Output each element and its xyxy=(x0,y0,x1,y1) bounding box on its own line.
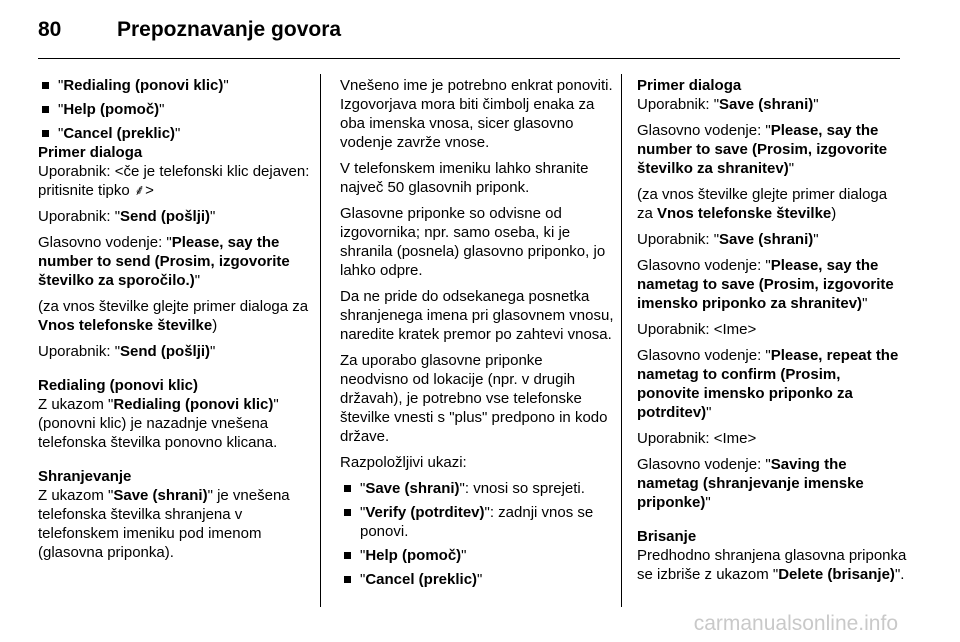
paragraph: Uporabnik: "Save (shrani)" xyxy=(637,96,819,113)
paragraph: Za uporabo glasovne priponke neodvisno od lokacije (npr. v drugih državah), je potrebno vse telefonske številke vnesti s "plus" predpono in kodo države. xyxy=(340,352,608,445)
watermark: carmanualsonline.info xyxy=(693,612,898,635)
command-label: Cancel (preklic) xyxy=(63,125,176,142)
header-rule xyxy=(38,58,900,59)
bullet-square-icon xyxy=(344,485,351,492)
paragraph: Uporabnik: "Send (pošlji)" xyxy=(38,208,216,225)
paragraph: Z ukazom "Redialing (ponovi klic)" (ponovni klic) je nazadnje vnešena telefonska številka ponovno klicana. xyxy=(38,396,279,451)
paragraph: Z ukazom "Save (shrani)" je vnešena telefonska številka shranjena v telefonskem imeniku pod imenom (glasovna priponka). xyxy=(38,487,290,561)
paragraph: Uporabnik: <če je telefonski klic dejaven: pritisnite tipko ⸙> xyxy=(38,163,310,199)
column-middle xyxy=(340,76,614,594)
paragraph: Uporabnik: "Save (shrani)" xyxy=(637,231,819,248)
bullet-square-icon xyxy=(42,130,49,137)
command-label: Help (pomoč) xyxy=(63,101,160,118)
list-item: "Help (pomoč)" xyxy=(340,546,614,565)
paragraph: V telefonskem imeniku lahko shranite največ 50 glasovnih priponk. xyxy=(340,160,589,196)
paragraph: Glasovno vodenje: "Please, say the number to save (Prosim, izgovorite številko za shranitev)" xyxy=(637,122,888,177)
page-number: 80 xyxy=(38,18,62,41)
paragraph: Glasovno vodenje: "Please, say the nametag to save (Prosim, izgovorite imensko priponko za shranitev)" xyxy=(637,257,894,312)
list-item: "Cancel (preklic)" xyxy=(340,570,614,589)
section-heading: Primer dialoga xyxy=(637,77,742,94)
paragraph: Glasovno vodenje: "Saving the nametag (shranjevanje imenske priponke)" xyxy=(637,456,864,511)
section-heading: Redialing (ponovi klic) xyxy=(38,377,199,394)
page-title: Prepoznavanje govora xyxy=(117,18,342,41)
bullet-square-icon xyxy=(344,509,351,516)
list-item: "Help (pomoč)" xyxy=(38,100,310,119)
paragraph: Uporabnik: <Ime> xyxy=(637,430,757,447)
list-item: "Save (shrani)": vnosi so sprejeti. xyxy=(340,479,614,498)
section-heading: Primer dialoga xyxy=(38,144,143,161)
paragraph: Vnešeno ime je potrebno enkrat ponoviti. Izgovorjava mora biti čimbolj enaka za oba imenska vnosa, sicer glasovno vodenje zavrže vnose. xyxy=(340,77,613,151)
bullet-square-icon xyxy=(42,82,49,89)
paragraph: Uporabnik: <Ime> xyxy=(637,321,757,338)
paragraph: Uporabnik: "Send (pošlji)" xyxy=(38,343,216,360)
column-divider xyxy=(320,74,321,607)
column-right xyxy=(637,76,907,591)
command-label: Redialing (ponovi klic) xyxy=(63,77,224,94)
paragraph: Glasovne priponke so odvisne od izgovornika; npr. samo oseba, ki je shranila (posnela) glasovno priponko, jo lahko odpre. xyxy=(340,205,606,279)
list-item: "Verify (potrditev)": zadnji vnos se ponovi. xyxy=(340,503,614,541)
bullet-square-icon xyxy=(42,106,49,113)
section-heading: Brisanje xyxy=(637,528,697,545)
paragraph: (za vnos številke glejte primer dialoga za Vnos telefonske številke) xyxy=(38,298,309,334)
phone-key-icon: ⸙ xyxy=(133,182,146,199)
section-heading: Shranjevanje xyxy=(38,468,132,485)
paragraph: Predhodno shranjena glasovna priponka se izbriše z ukazom "Delete (brisanje)". xyxy=(637,547,907,583)
bullet-square-icon xyxy=(344,576,351,583)
paragraph: (za vnos številke glejte primer dialoga za Vnos telefonske številke) xyxy=(637,186,888,222)
column-divider xyxy=(621,74,622,607)
column-left xyxy=(38,76,310,569)
paragraph: Da ne pride do odsekanega posnetka shranjenega imena pri glasovnem vnosu, naredite kratek premor po zahtevi vnosa. xyxy=(340,288,614,343)
paragraph: Glasovno vodenje: "Please, repeat the nametag to confirm (Prosim, ponovite imensko priponko za potrditev)" xyxy=(637,347,899,421)
paragraph: Glasovno vodenje: "Please, say the number to send (Prosim, izgovorite številko za sporočilo.)" xyxy=(38,234,290,289)
bullet-square-icon xyxy=(344,552,351,559)
paragraph: Razpoložljivi ukazi: xyxy=(340,454,467,471)
list-item: "Redialing (ponovi klic)" xyxy=(38,76,310,95)
list-item: "Cancel (preklic)" xyxy=(38,124,310,143)
